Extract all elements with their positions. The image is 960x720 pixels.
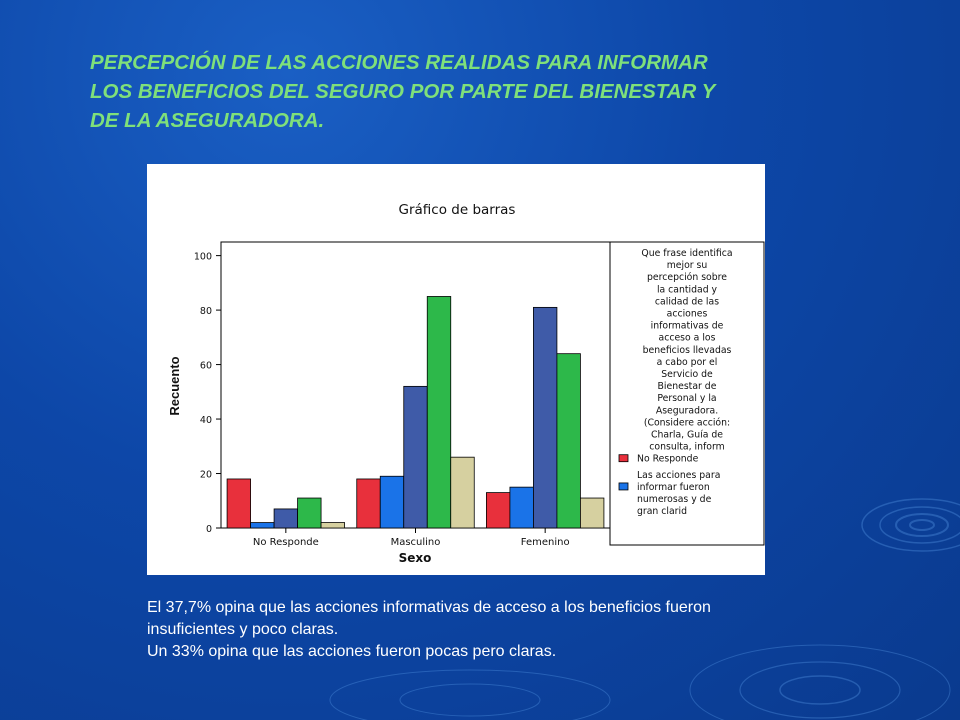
bar-femenino-series-4 [557,354,581,528]
legend-title-line: consulta, inform [649,441,725,453]
legend-entry-label: informar fueron [637,481,710,493]
caption-line: insuficientes y poco claras. [147,621,339,638]
y-tick-label: 80 [199,306,212,318]
slide-title-line: PERCEPCIÓN DE LAS ACCIONES REALIDAS PARA INFORMAR [90,51,708,74]
legend-title-line: mejor su [666,260,708,272]
legend-entry-label: gran clarid [637,506,687,518]
bar-femenino-series-1 [486,493,510,528]
y-axis [194,252,221,535]
bar-no-responde-series-3 [274,509,298,528]
y-tick-label: 100 [193,251,212,263]
chart-title: Gráfico de barras [398,202,516,218]
bar-femenino-series-5 [580,498,604,528]
legend-title-line: informativas de [650,320,724,332]
caption-line: El 37,7% opina que las acciones informativas de acceso a los beneficios fueron [147,599,711,616]
x-tick-label: Masculino [390,537,441,548]
bar-chart [147,164,765,575]
caption-line: Un 33% opina que las acciones fueron pocas pero claras. [147,643,557,660]
legend-title-line: Aseguradora. [655,405,719,417]
legend-title-line: Bienestar de [657,381,717,393]
legend-entry-label: Las acciones para [637,469,721,481]
legend-title-line: acciones [666,308,708,320]
caption [147,597,867,663]
bar-no-responde-series-2 [251,523,275,528]
bar-femenino-series-2 [510,487,533,528]
bar-femenino-series-3 [533,307,557,528]
legend-title-line: Que frase identifica [641,248,733,259]
legend-title-line: la cantidad y [656,284,718,296]
bar-no-responde-series-4 [298,498,322,528]
y-tick-label: 40 [199,415,212,427]
y-tick-label: 60 [199,360,212,372]
legend-swatch [619,483,628,490]
y-tick-label: 20 [199,469,212,481]
legend-title-line: beneficios llevadas [642,344,732,356]
legend-swatch [619,455,628,462]
bar-masculino-series-5 [451,457,475,528]
legend-title-line: Servicio de [661,369,713,380]
bar-masculino-series-2 [380,476,404,528]
bar-masculino-series-3 [404,386,428,528]
bar-chart-panel [147,164,765,575]
slide-title-line: DE LA ASEGURADORA. [90,109,325,132]
x-axis [253,528,570,548]
legend-entry-label: No Responde [637,453,699,465]
legend [619,248,733,517]
slide-title [90,48,850,135]
legend-title-line: calidad de las [654,296,720,308]
y-tick-label: 0 [205,524,212,535]
legend-title-line: percepción sobre [647,272,727,284]
legend-title-line: a cabo por el [656,356,718,368]
bar-masculino-series-1 [357,479,381,528]
bar-no-responde-series-1 [227,479,251,528]
bar-masculino-series-4 [427,296,451,528]
slide-title-line: LOS BENEFICIOS DEL SEGURO POR PARTE DEL BIENESTAR Y [90,80,716,103]
legend-title-line: acceso a los [658,332,716,344]
bars [227,296,604,528]
legend-title-line: Personal y la [657,393,717,405]
legend-entry-label: numerosas y de [637,494,712,505]
x-tick-label: Femenino [520,537,570,548]
y-axis-label: Recuento [167,356,182,416]
legend-title-line: Charla, Guía de [650,429,724,441]
bar-no-responde-series-5 [321,523,345,528]
x-tick-label: No Responde [252,537,319,548]
legend-title-line: (Considere acción: [643,417,731,429]
x-axis-label: Sexo [398,551,432,565]
